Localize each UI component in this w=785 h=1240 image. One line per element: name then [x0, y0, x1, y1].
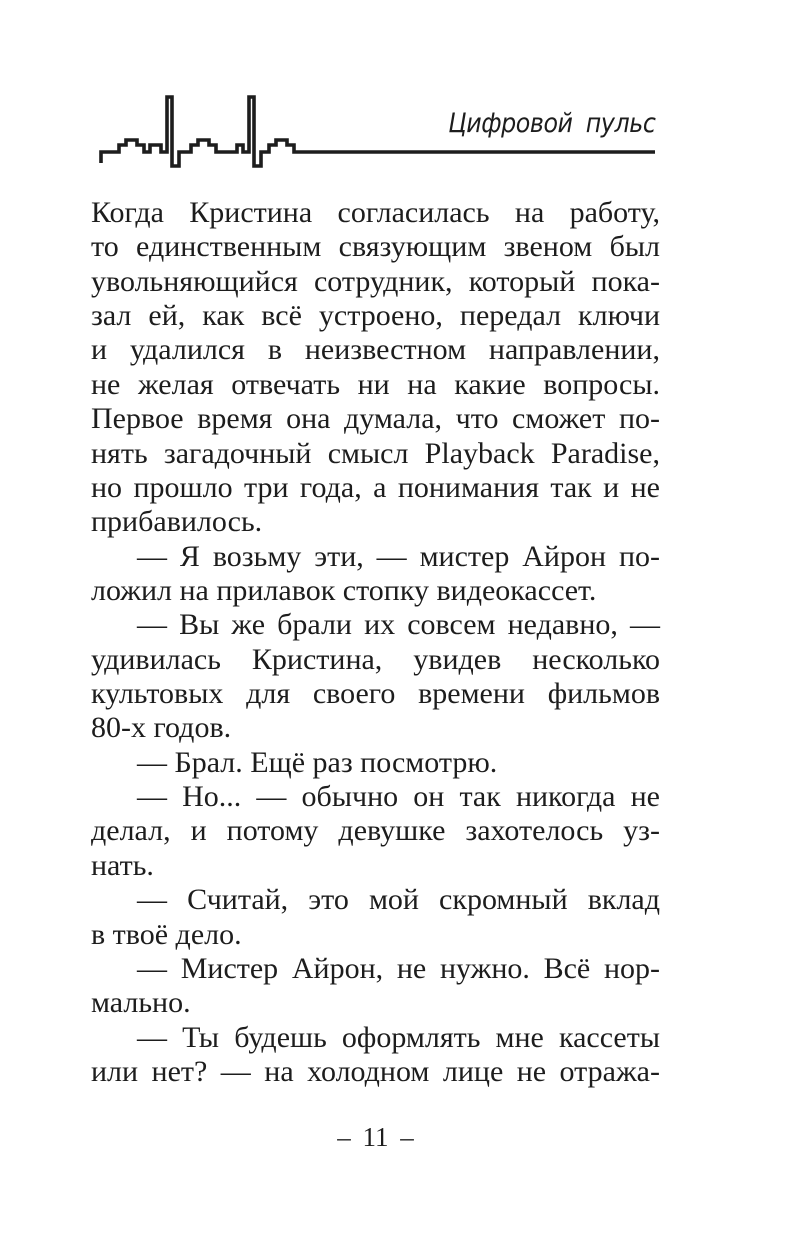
chapter-title: Цифровой пульс: [447, 108, 655, 139]
text-line: делал, и потому девушке захотелось уз-: [91, 814, 660, 848]
text-line: ложил на прилавок стопку видеокассет.: [91, 573, 597, 607]
text-line: зал ей, как всё устроено, передал ключи: [91, 299, 660, 333]
page-text: [91, 196, 660, 1089]
text-line: — Мистер Айрон, не нужно. Всё нор-: [137, 951, 660, 985]
text-line: — Но... — обычно он так никогда не: [137, 780, 660, 814]
text-line: нять загадочный смысл Playback Paradise,: [91, 436, 660, 470]
paragraph: [91, 952, 660, 1021]
text-line: — Считай, это мой скромный вклад: [137, 883, 660, 917]
text-line: в твоё дело.: [91, 917, 242, 951]
paragraph: [91, 883, 660, 952]
paragraph: [91, 780, 660, 883]
text-line: не желая отвечать ни на какие вопросы.: [91, 367, 660, 401]
text-line: или нет? — на холодном лице не отража-: [91, 1054, 660, 1088]
paragraph: [91, 1021, 660, 1090]
text-line: нать.: [91, 848, 154, 882]
text-line: то единственным связующим звеном был: [91, 230, 660, 264]
paragraph: [91, 608, 660, 745]
text-line: культовых для своего времени фильмов: [91, 677, 660, 711]
paragraph: [91, 196, 660, 540]
text-line: Когда Кристина согласилась на работу,: [91, 196, 660, 229]
text-line: 80-х годов.: [91, 711, 232, 745]
text-line: увольняющийся сотрудник, который пока-: [91, 264, 660, 298]
text-line: удивилась Кристина, увидев несколько: [91, 642, 660, 676]
text-line: но прошло три года, а понимания так и не: [91, 470, 660, 504]
text-line: мально.: [91, 986, 191, 1020]
chapter-header: [99, 95, 656, 173]
text-line: — Вы же брали их совсем недавно, —: [137, 608, 660, 642]
text-line: Первое время она думала, что сможет по-: [91, 402, 660, 436]
text-line: прибавилось.: [91, 505, 263, 539]
text-line: и удалился в неизвестном направлении,: [91, 333, 660, 367]
paragraph: [91, 746, 660, 780]
text-line: — Ты будешь оформлять мне кассеты: [137, 1020, 660, 1054]
text-line: — Брал. Ещё раз посмотрю.: [137, 745, 498, 779]
paragraph: [91, 540, 660, 609]
text-line: — Я возьму эти, — мистер Айрон по-: [137, 539, 660, 573]
page-number: – 11 –: [337, 1122, 414, 1152]
